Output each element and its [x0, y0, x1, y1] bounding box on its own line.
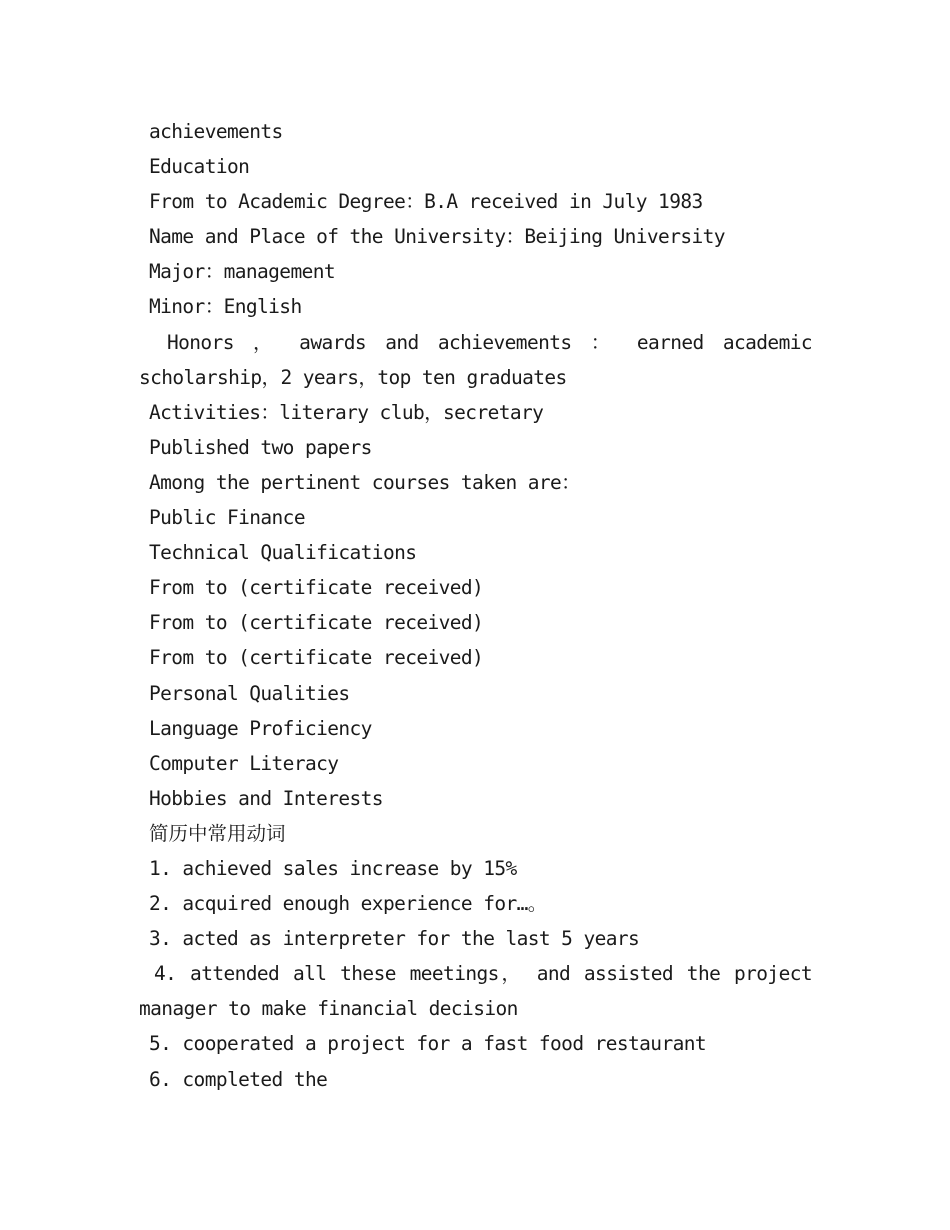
text-line: Activities：literary club，secretary: [149, 400, 544, 424]
verb-list-item: 2. acquired enough experience for…。: [149, 892, 547, 916]
heading-common-verbs: 简历中常用动词: [149, 821, 286, 845]
verb-list-item: 1. achieved sales increase by 15%: [149, 856, 517, 880]
text-line: From to (certificate received): [149, 611, 484, 635]
verb-list-item: 3. acted as interpreter for the last 5 years: [149, 927, 640, 951]
honors-line: Honors ， awards and achievements ： earned academic: [167, 330, 812, 354]
verb-list-item: 4. attended all these meetings， and assisted the project: [154, 962, 812, 986]
section-heading-personal: Personal Qualities: [149, 681, 350, 705]
section-heading-hobbies: Hobbies and Interests: [149, 786, 383, 810]
document-body: [139, 114, 812, 1097]
text-line: Published two papers: [149, 435, 372, 459]
text-line: Major：management: [149, 260, 336, 284]
verb-list-item: 6. completed the: [149, 1067, 328, 1091]
text-line: From to (certificate received): [149, 576, 484, 600]
text-line: Public Finance: [149, 506, 305, 530]
verb-list-item: 5. cooperated a project for a fast food restaurant: [149, 1032, 706, 1056]
text-line: From to (certificate received): [149, 646, 484, 670]
section-heading-computer: Computer Literacy: [149, 751, 339, 775]
verb-list-item-continuation: manager to make financial decision: [139, 997, 518, 1021]
text-line: Name and Place of the University：Beijing University: [149, 225, 725, 249]
section-heading-technical: Technical Qualifications: [149, 541, 417, 565]
text-line: Minor：English: [149, 295, 302, 319]
section-heading-education: Education: [149, 155, 250, 179]
text-line: From to Academic Degree：B.A received in July 1983: [149, 190, 703, 214]
section-heading-language: Language Proficiency: [149, 716, 372, 740]
honors-continuation: scholarship，2 years，top ten graduates: [139, 365, 567, 389]
text-line: achievements: [149, 120, 283, 143]
text-line: Among the pertinent courses taken are：: [149, 470, 581, 494]
